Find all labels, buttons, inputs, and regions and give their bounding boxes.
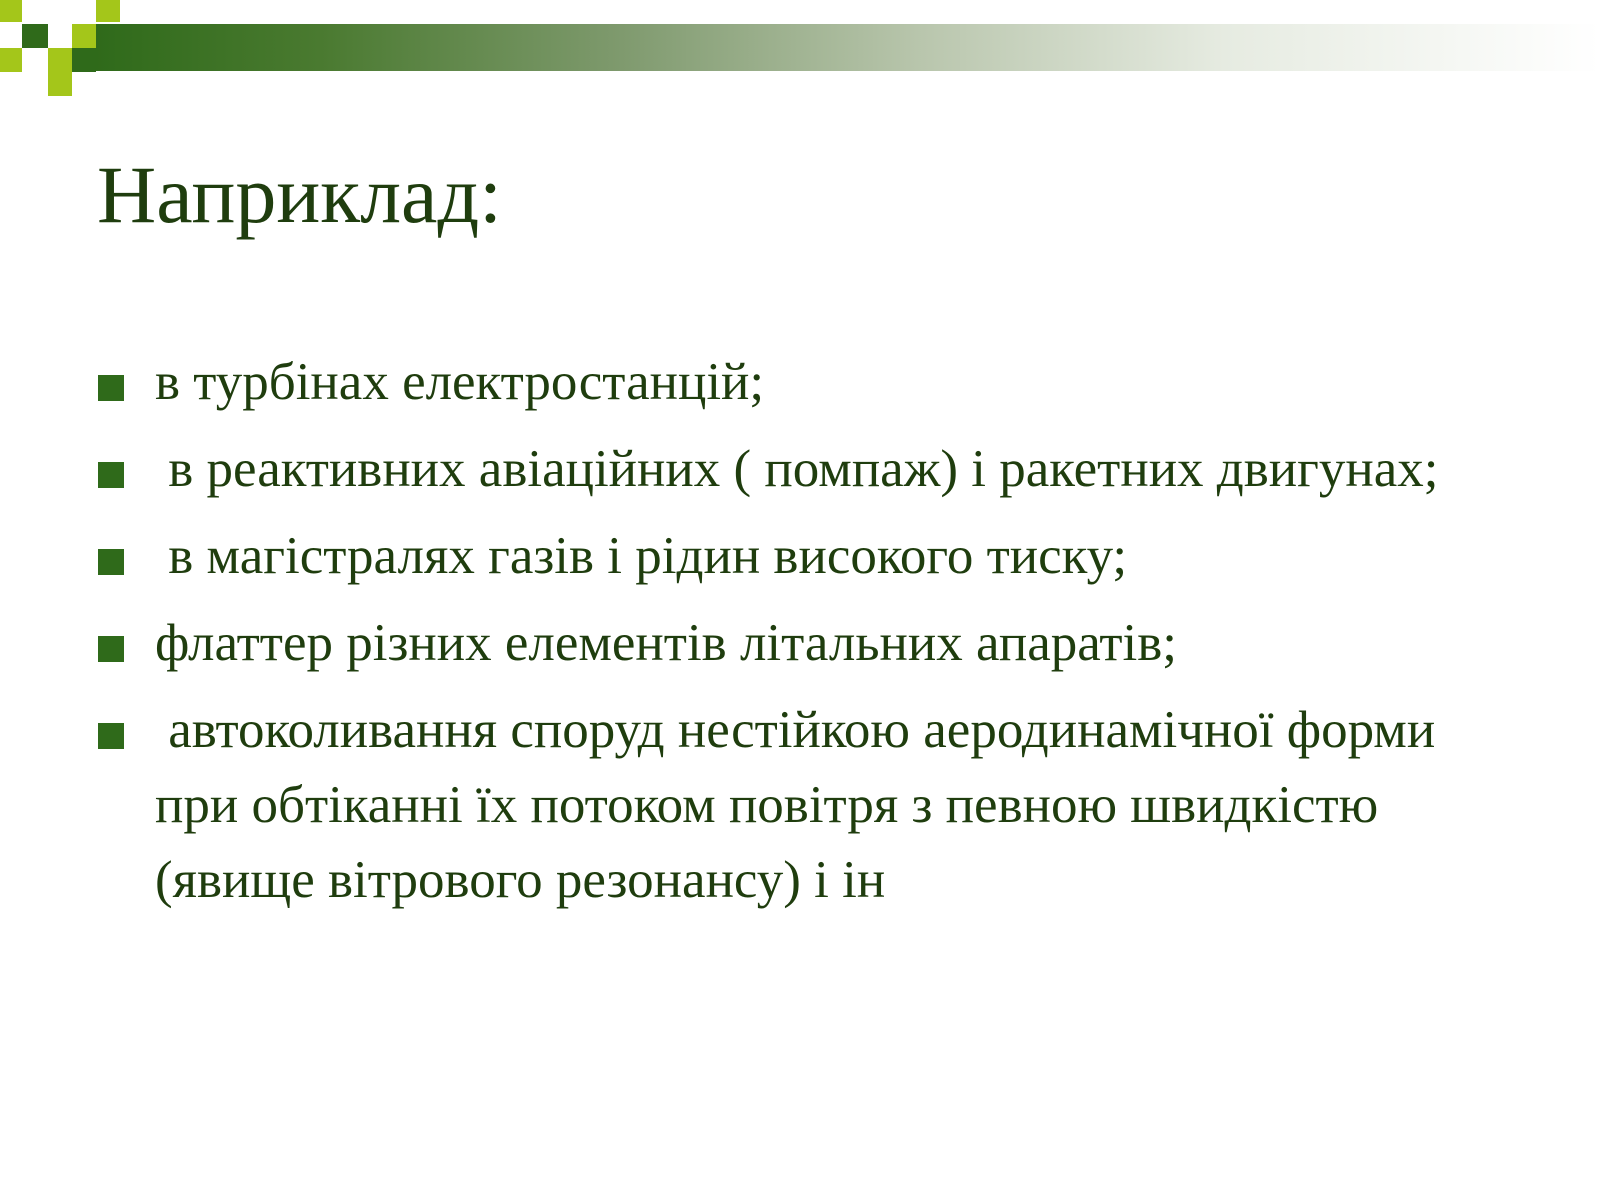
square-bullet-icon [98, 375, 124, 401]
bullet-item [98, 345, 1518, 420]
bullet-list [98, 345, 1518, 930]
square-bullet-icon [98, 636, 124, 662]
bullet-text: в магістралях газів і рідин високого тиску; [155, 527, 1128, 585]
bullet-text: в турбінах електростанцій; [155, 353, 765, 411]
decor-square [72, 48, 96, 72]
square-bullet-icon [98, 723, 124, 749]
square-bullet-icon [98, 462, 124, 488]
bullet-text: автоколивання споруд нестійкою аеродинамічної форми при обтіканні їх потоком повітря з певною швидкістю (явище вітрового резонансу) і ін [155, 701, 1449, 909]
decor-square [72, 24, 96, 48]
slide-title: Наприклад: [97, 149, 502, 240]
decor-square [0, 48, 22, 72]
bullet-item [98, 693, 1518, 918]
bullet-item [98, 432, 1518, 507]
header-gradient-bar [95, 24, 1600, 71]
bullet-text: в реактивних авіаційних ( помпаж) і ракетних двигунах; [155, 440, 1439, 498]
bullet-item [98, 606, 1518, 681]
bullet-item [98, 519, 1518, 594]
square-bullet-icon [98, 549, 124, 575]
decor-square [48, 48, 72, 72]
decor-square [96, 0, 120, 22]
decor-square [22, 24, 48, 48]
decor-square [0, 0, 22, 22]
decor-square [48, 72, 72, 96]
bullet-text: флаттер різних елементів літальних апаратів; [155, 614, 1178, 672]
